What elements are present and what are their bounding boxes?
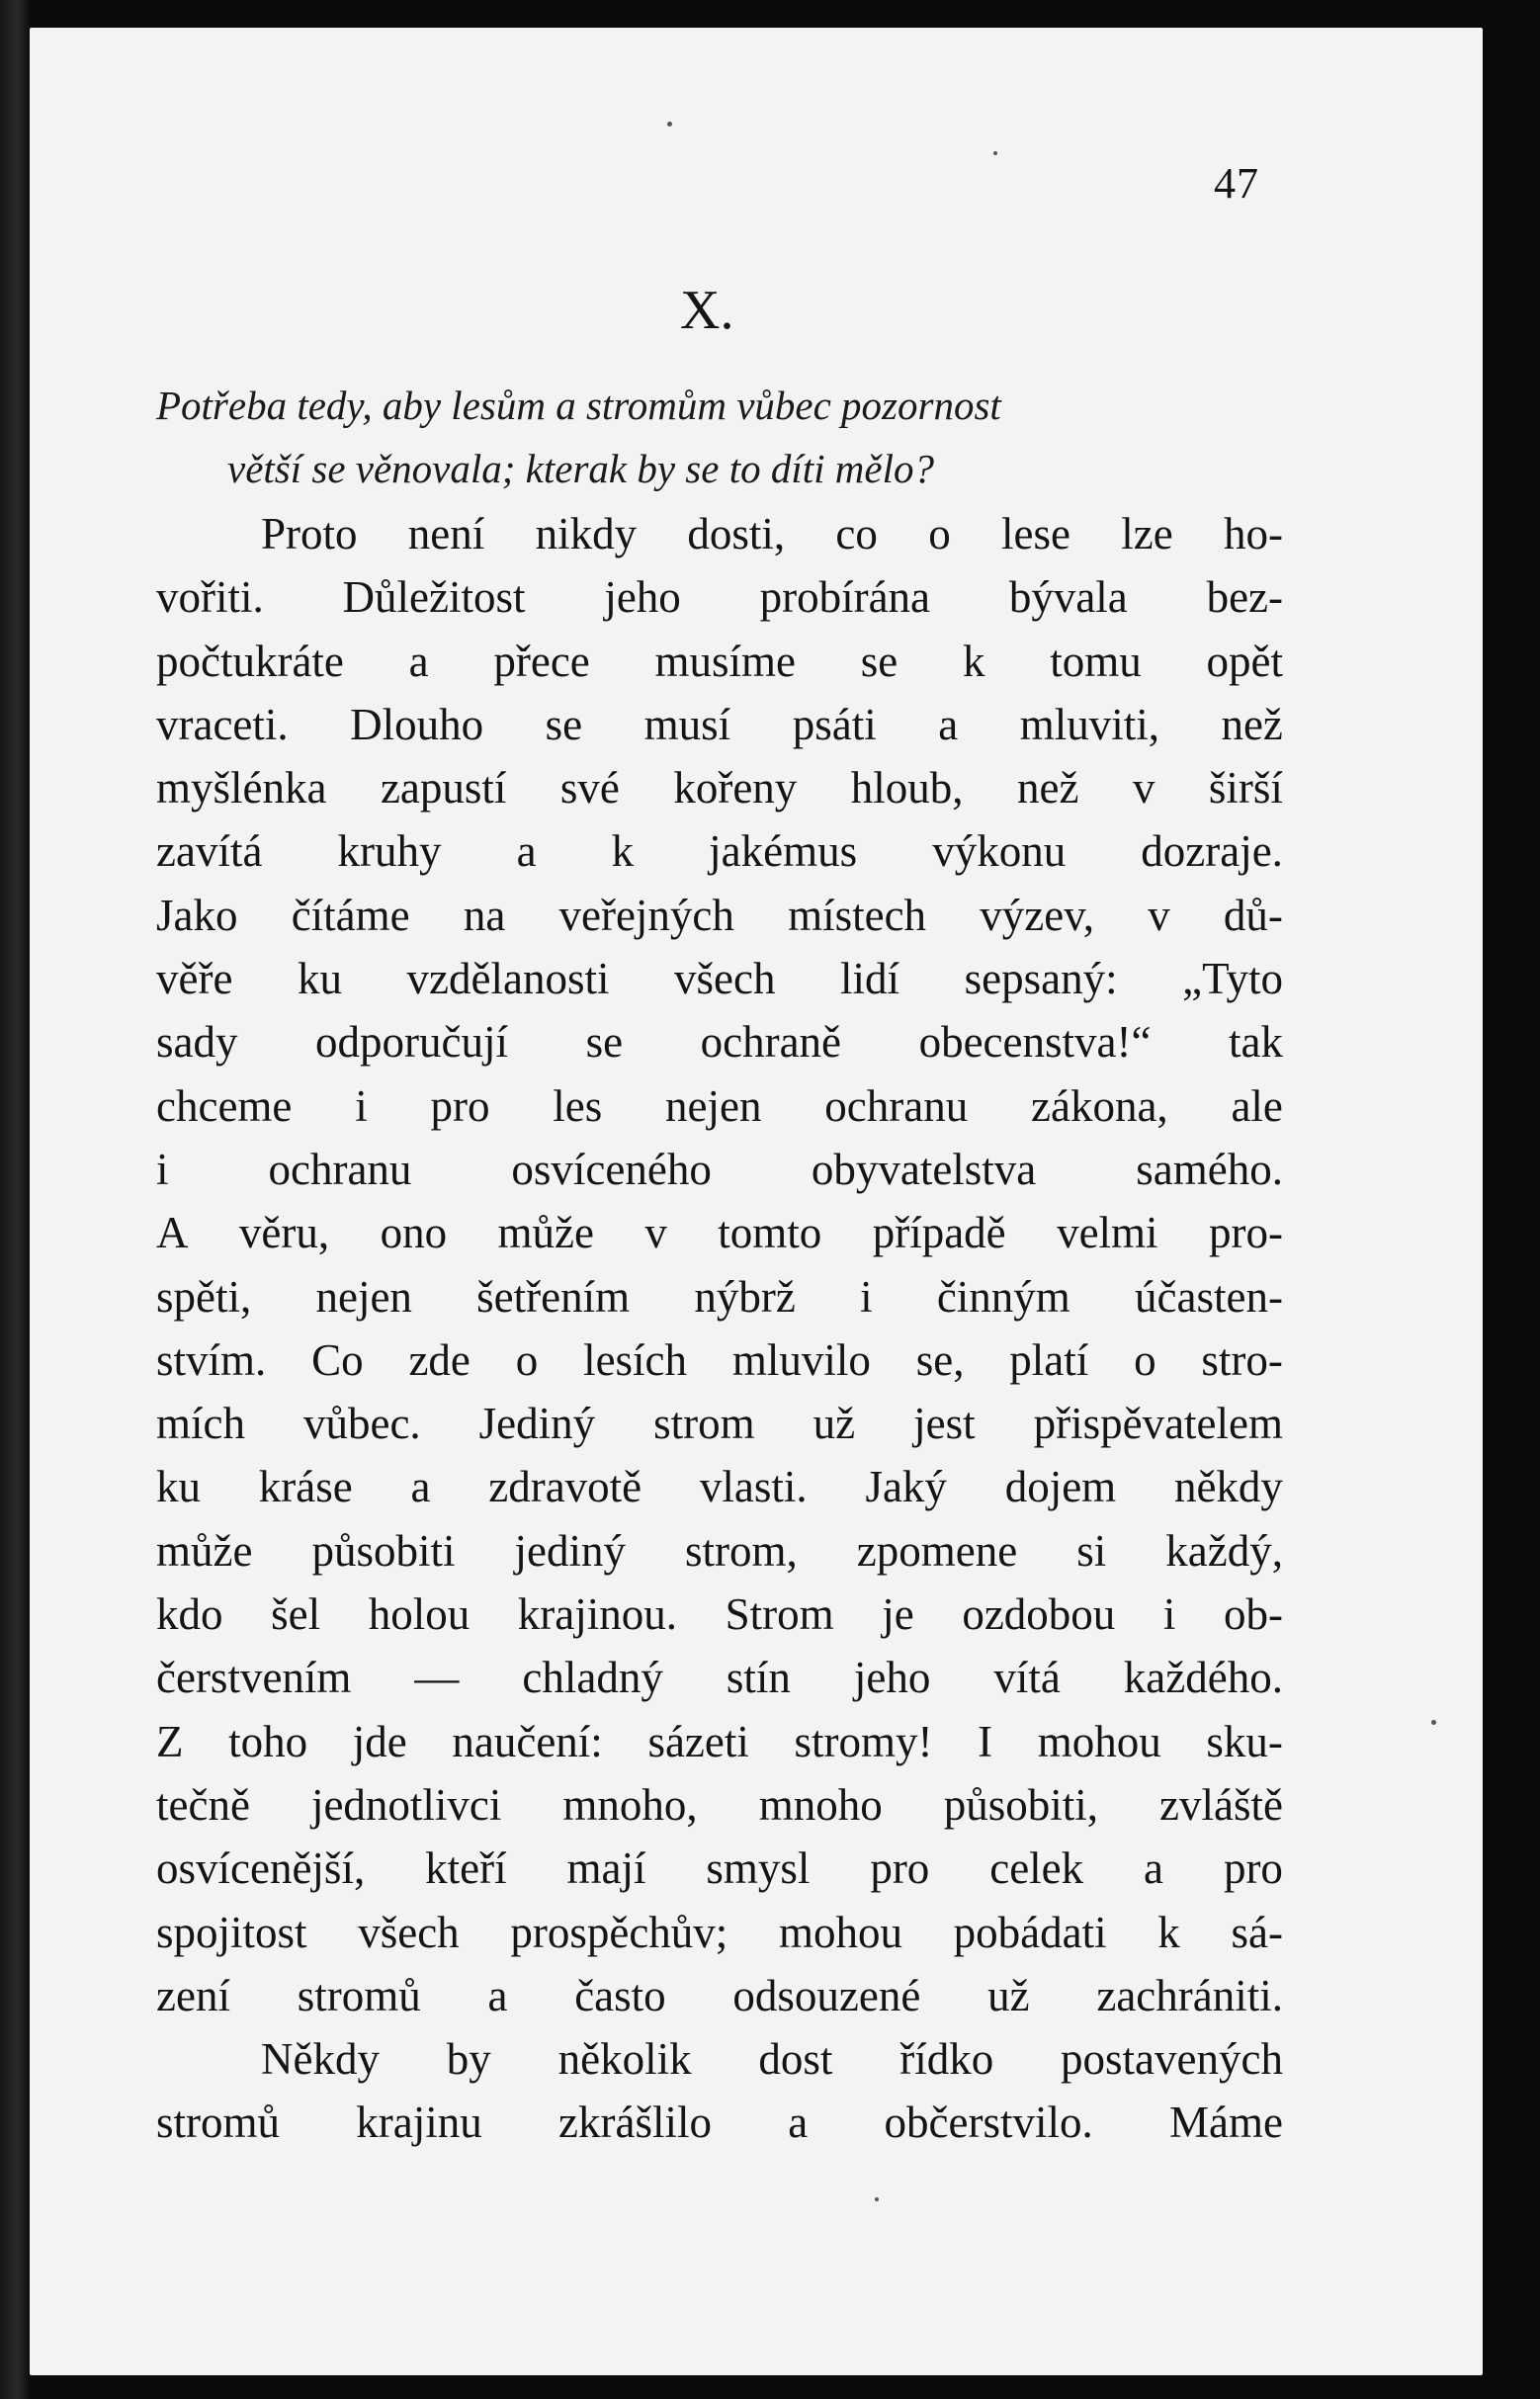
word: lze	[1121, 509, 1173, 558]
word: Někdy	[261, 2034, 380, 2085]
word: myšlénka	[156, 763, 327, 814]
word: pro	[430, 1080, 490, 1131]
word: a	[408, 636, 429, 686]
word: Jediný	[478, 1399, 596, 1449]
word: i	[860, 1271, 873, 1322]
word: se	[545, 699, 583, 749]
word: jakémus	[709, 826, 858, 877]
word: bývala	[1008, 572, 1128, 623]
word: ochranu	[824, 1080, 969, 1131]
word: pobádati	[953, 1907, 1107, 1957]
word: Máme	[1169, 2098, 1283, 2148]
word: zavítá	[156, 826, 263, 877]
text-line	[156, 756, 1283, 819]
word: už	[987, 1970, 1030, 2020]
word: čerstvením	[156, 1653, 352, 1703]
word: nejen	[665, 1080, 762, 1131]
word: toho	[228, 1716, 308, 1766]
word: ochraně	[700, 1017, 842, 1068]
word: výkonu	[932, 826, 1067, 877]
word: už	[813, 1399, 856, 1449]
word: k	[962, 636, 985, 686]
text-line	[156, 1201, 1283, 1264]
word: ozdobou	[962, 1589, 1116, 1640]
word: o	[928, 509, 951, 558]
word: stvím.	[156, 1334, 267, 1385]
word: holou	[368, 1589, 471, 1640]
word: stro-	[1201, 1334, 1283, 1385]
word: kráse	[258, 1462, 353, 1512]
word: se	[860, 636, 898, 686]
word: zkrášlilo	[558, 2098, 712, 2148]
scan-speck	[667, 122, 672, 127]
word: ku	[297, 954, 342, 1004]
word: vlasti.	[699, 1462, 808, 1512]
word: v	[1132, 763, 1155, 814]
word: může	[497, 1208, 594, 1258]
word: k	[1157, 1907, 1180, 1957]
word: zapustí	[380, 763, 507, 814]
summary-line: Potřeba tedy, aby lesům a stromům vůbec pozornost	[156, 383, 1001, 428]
text-line	[156, 1646, 1283, 1709]
word: ono	[380, 1208, 448, 1258]
word: širší	[1208, 763, 1283, 814]
word: každý,	[1165, 1525, 1283, 1576]
word: na	[463, 890, 506, 940]
word: prospěchův;	[510, 1907, 728, 1957]
word: věře	[156, 954, 233, 1004]
word: řídko	[899, 2034, 994, 2085]
word: „Tyto	[1182, 954, 1283, 1004]
word: dozraje.	[1141, 826, 1283, 877]
word: si	[1076, 1525, 1107, 1576]
word: kruhy	[337, 826, 442, 877]
word: stromů	[156, 2098, 281, 2148]
word: kdo	[156, 1589, 223, 1640]
word: chceme	[156, 1080, 293, 1131]
word: co	[835, 509, 878, 558]
word: každého.	[1123, 1653, 1283, 1703]
word: bez-	[1206, 572, 1283, 623]
word: není	[407, 509, 485, 558]
word: Strom	[725, 1589, 834, 1640]
chapter-heading: X.	[680, 280, 734, 341]
word: působiti,	[943, 1779, 1099, 1830]
text-line	[156, 1583, 1283, 1646]
word: místech	[788, 890, 927, 940]
word: celek	[989, 1843, 1084, 1894]
word: vůbec.	[302, 1399, 421, 1449]
word: sázeti	[647, 1716, 749, 1766]
word: a	[487, 1970, 508, 2020]
body-paragraphs	[156, 502, 1283, 2155]
word: zde	[408, 1334, 471, 1385]
scan-speck	[993, 151, 997, 155]
word: tomu	[1050, 636, 1142, 686]
book-binding-edge	[0, 0, 30, 2399]
text-line	[156, 630, 1283, 693]
word: Jako	[156, 890, 238, 940]
text-line	[156, 1773, 1283, 1837]
word: chladný	[522, 1653, 663, 1703]
text-line	[156, 1392, 1283, 1455]
word: spěti,	[156, 1271, 252, 1322]
word: dost	[758, 2034, 833, 2085]
word: jeho	[604, 572, 681, 623]
word: se,	[915, 1334, 965, 1385]
word: Proto	[261, 509, 358, 558]
word: veřejných	[558, 890, 734, 940]
word: by	[446, 2034, 491, 2085]
word: občerstvilo.	[884, 2098, 1093, 2148]
word: krajinu	[356, 2098, 482, 2148]
word: může	[156, 1525, 253, 1576]
word: sepsaný:	[964, 954, 1118, 1004]
word: postavených	[1061, 2034, 1283, 2085]
word: psáti	[792, 699, 877, 749]
word: stromů	[297, 1970, 421, 2020]
word: se	[585, 1017, 624, 1068]
word: velmi	[1057, 1208, 1158, 1258]
word: smysl	[706, 1843, 811, 1894]
word: Z	[156, 1716, 184, 1766]
text-line	[156, 1455, 1283, 1518]
word: někdy	[1173, 1462, 1283, 1512]
text-line	[156, 1265, 1283, 1328]
word: Co	[311, 1334, 364, 1385]
word: Důležitost	[342, 572, 526, 623]
word: probírána	[759, 572, 931, 623]
word: i	[355, 1080, 368, 1131]
word: tak	[1228, 1017, 1283, 1068]
word: všech	[358, 1907, 460, 1957]
word: své	[559, 763, 620, 814]
word: ho-	[1223, 509, 1283, 558]
word: vraceti.	[156, 699, 289, 749]
word: pro	[870, 1843, 930, 1894]
word: a	[788, 2098, 809, 2148]
word: přispěvatelem	[1033, 1399, 1283, 1449]
word: vořiti.	[156, 572, 264, 623]
word: vítá	[993, 1653, 1061, 1703]
text-line	[156, 2091, 1283, 2154]
word: dojem	[1004, 1462, 1117, 1512]
word: stín	[726, 1653, 791, 1703]
word: přece	[493, 636, 590, 686]
word: nýbrž	[694, 1271, 796, 1322]
text-line	[156, 819, 1283, 883]
word: ku	[156, 1462, 201, 1512]
word: o	[515, 1334, 539, 1385]
word: než	[1221, 699, 1283, 749]
word: vzdělanosti	[406, 954, 610, 1004]
word: činným	[936, 1271, 1070, 1322]
word: než	[1017, 763, 1079, 814]
word: mích	[156, 1399, 245, 1449]
word: sá-	[1231, 1907, 1283, 1957]
word: výzev,	[980, 890, 1095, 940]
word: nejen	[315, 1271, 412, 1322]
word: musíme	[654, 636, 797, 686]
word: I	[978, 1716, 993, 1766]
text-line	[156, 1710, 1283, 1773]
word: zdravotě	[488, 1462, 642, 1512]
text-line	[156, 1519, 1283, 1583]
word: mohou	[1037, 1716, 1161, 1766]
scan-speck	[875, 2197, 879, 2201]
word: opět	[1206, 636, 1283, 686]
word: Jaký	[865, 1462, 947, 1512]
text-line	[156, 1074, 1283, 1138]
word: A	[156, 1208, 189, 1258]
summary-line: větší se věnovala; kterak by se to díti mělo?	[227, 446, 934, 491]
text-line	[156, 947, 1283, 1010]
word: dů-	[1223, 890, 1283, 940]
word: zpomene	[856, 1525, 1018, 1576]
word: dosti,	[687, 509, 786, 558]
word: strom	[653, 1399, 755, 1449]
word: tomto	[718, 1208, 822, 1258]
text-line	[156, 2027, 1283, 2091]
word: v	[1148, 890, 1170, 940]
word: Dlouho	[350, 699, 484, 749]
word: zení	[156, 1970, 230, 2020]
word: ochranu	[268, 1144, 412, 1194]
word: kteří	[425, 1843, 507, 1894]
scan-speck	[1431, 1720, 1436, 1725]
text-line	[156, 565, 1283, 629]
word: hloub,	[850, 763, 964, 814]
page-number: 47	[1214, 159, 1259, 208]
word: samého.	[1136, 1144, 1283, 1194]
text-line	[156, 1328, 1283, 1392]
word: osvícenější,	[156, 1843, 366, 1894]
word: —	[414, 1653, 460, 1703]
word: jest	[913, 1399, 976, 1449]
word: lidí	[840, 954, 900, 1004]
word: stromy!	[794, 1716, 933, 1766]
word: musí	[643, 699, 731, 749]
text-line	[156, 1010, 1283, 1073]
word: spojitost	[156, 1907, 307, 1957]
word: šetřením	[476, 1271, 631, 1322]
text-line	[156, 1138, 1283, 1201]
word: několik	[557, 2034, 692, 2085]
word: mohou	[778, 1907, 902, 1957]
word: odporučují	[315, 1017, 509, 1068]
word: les	[553, 1080, 603, 1131]
word: osvíceného	[511, 1144, 712, 1194]
chapter-summary	[156, 374, 1279, 500]
word: všech	[674, 954, 776, 1004]
text-line	[156, 884, 1283, 947]
word: obyvatelstva	[811, 1144, 1037, 1194]
word: a	[938, 699, 959, 749]
word: krajinou.	[517, 1589, 678, 1640]
word: a	[410, 1462, 431, 1512]
word: lese	[1000, 509, 1070, 558]
word: ale	[1231, 1080, 1283, 1131]
word: ob-	[1224, 1589, 1283, 1640]
word: jde	[352, 1716, 407, 1766]
word: jednotlivci	[310, 1779, 502, 1830]
word: i	[156, 1144, 169, 1194]
word: často	[574, 1970, 666, 2020]
word: o	[1134, 1334, 1156, 1385]
text-line	[156, 1901, 1283, 1964]
word: nikdy	[535, 509, 638, 558]
word: čítáme	[291, 890, 410, 940]
word: účasten-	[1135, 1271, 1283, 1322]
text-line	[156, 693, 1283, 756]
word: tečně	[156, 1779, 250, 1830]
word: věru,	[238, 1208, 330, 1258]
word: mluviti,	[1019, 699, 1159, 749]
word: naučení:	[452, 1716, 603, 1766]
word: a	[516, 826, 537, 877]
word: je	[882, 1589, 914, 1640]
text-line	[156, 1964, 1283, 2027]
text-line	[156, 1837, 1283, 1900]
word: zachrániti.	[1096, 1970, 1283, 2020]
word: a	[1144, 1843, 1164, 1894]
word: počtukráte	[156, 636, 344, 686]
word: zákona,	[1031, 1080, 1168, 1131]
word: platí	[1009, 1334, 1089, 1385]
word: šel	[271, 1589, 321, 1640]
word: k	[611, 826, 635, 877]
word: působiti	[311, 1525, 456, 1576]
word: jeho	[853, 1653, 931, 1703]
word: odsouzené	[732, 1970, 921, 2020]
word: pro	[1223, 1843, 1283, 1894]
word: mnoho,	[562, 1779, 698, 1830]
word: kořeny	[673, 763, 798, 814]
word: pro-	[1208, 1208, 1283, 1258]
word: v	[644, 1208, 667, 1258]
word: zvláště	[1159, 1779, 1283, 1830]
word: případě	[872, 1208, 1006, 1258]
word: jediný	[514, 1525, 626, 1576]
word: obecenstva!“	[918, 1017, 1152, 1068]
text-line	[156, 502, 1283, 565]
word: mají	[566, 1843, 646, 1894]
word: sady	[156, 1017, 238, 1068]
word: strom,	[685, 1525, 798, 1576]
word: lesích	[583, 1334, 688, 1385]
word: sku-	[1206, 1716, 1283, 1766]
word: mluvilo	[731, 1334, 871, 1385]
word: i	[1162, 1589, 1176, 1640]
word: mnoho	[758, 1779, 883, 1830]
